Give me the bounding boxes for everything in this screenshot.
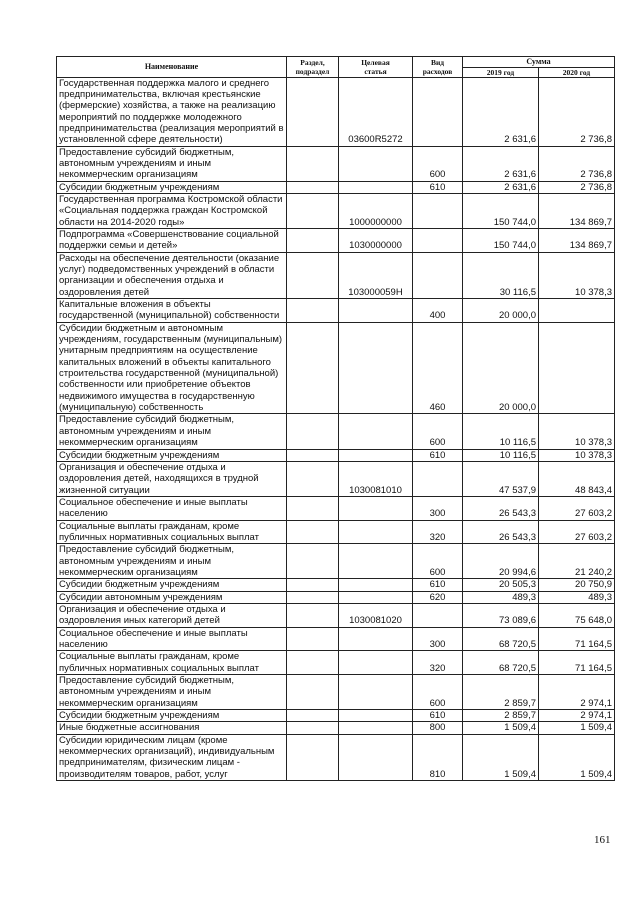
sum-2020-cell: 10 378,3 [539, 449, 615, 461]
sum-2019-cell: 2 631,6 [463, 181, 539, 193]
table-row [57, 722, 615, 734]
section-cell [287, 193, 339, 228]
section-cell [287, 496, 339, 520]
sum-2020-cell: 2 974,1 [539, 710, 615, 722]
type-cell: 620 [413, 591, 463, 603]
type-cell [413, 193, 463, 228]
target-cell [339, 710, 413, 722]
section-cell [287, 627, 339, 651]
target-cell [339, 544, 413, 579]
sum-2020-cell: 1 509,4 [539, 734, 615, 780]
sum-2019-cell: 20 505,3 [463, 579, 539, 591]
sum-2020-cell: 10 378,3 [539, 252, 615, 298]
header-target-line2: статья [364, 66, 387, 76]
section-cell [287, 181, 339, 193]
sum-2020-cell: 20 750,9 [539, 579, 615, 591]
header-section-line2: подраздел [295, 66, 330, 76]
table-row [57, 181, 615, 193]
type-cell [413, 461, 463, 496]
target-cell [339, 299, 413, 323]
sum-2020-cell: 48 843,4 [539, 461, 615, 496]
name-cell: Капитальные вложения в объекты государственной (муниципальной) собственности [57, 299, 287, 323]
name-cell: Субсидии автономным учреждениям [57, 591, 287, 603]
type-cell: 600 [413, 675, 463, 710]
table-row [57, 710, 615, 722]
header-name: Наименование [57, 57, 287, 78]
table-row [57, 228, 615, 252]
target-cell: 103000059Н [339, 252, 413, 298]
section-cell [287, 146, 339, 181]
section-cell [287, 228, 339, 252]
section-cell [287, 651, 339, 675]
table-row [57, 299, 615, 323]
header-section-line1: Раздел, [300, 57, 325, 67]
target-cell [339, 449, 413, 461]
table-row [57, 77, 615, 146]
header-type-line1: Вид [430, 57, 445, 67]
name-cell: Социальное обеспечение и иные выплаты населению [57, 627, 287, 651]
target-cell [339, 496, 413, 520]
target-cell [339, 627, 413, 651]
section-cell [287, 461, 339, 496]
sum-2020-cell: 2 736,8 [539, 77, 615, 146]
sum-2020-cell: 489,3 [539, 591, 615, 603]
name-cell: Расходы на обеспечение деятельности (оказание услуг) подведомственных учреждений в области организации и обеспечения отдыха и оздоровления детей [57, 252, 287, 298]
type-cell: 600 [413, 414, 463, 449]
table-row [57, 627, 615, 651]
sum-2019-cell: 150 744,0 [463, 228, 539, 252]
name-cell: Организация и обеспечение отдыха и оздоровления детей, находящихся в трудной жизненной ситуации [57, 461, 287, 496]
sum-2019-cell: 1 509,4 [463, 722, 539, 734]
sum-2019-cell: 2 859,7 [463, 675, 539, 710]
section-cell [287, 77, 339, 146]
type-cell: 610 [413, 579, 463, 591]
sum-2019-cell: 10 116,5 [463, 414, 539, 449]
target-cell [339, 579, 413, 591]
section-cell [287, 414, 339, 449]
name-cell: Субсидии бюджетным учреждениям [57, 579, 287, 591]
sum-2020-cell: 27 603,2 [539, 520, 615, 544]
name-cell: Организация и обеспечение отдыха и оздоровления иных категорий детей [57, 603, 287, 627]
sum-2020-cell: 1 509,4 [539, 722, 615, 734]
table-row [57, 496, 615, 520]
section-cell [287, 520, 339, 544]
sum-2020-cell: 2 974,1 [539, 675, 615, 710]
name-cell: Социальные выплаты гражданам, кроме публичных нормативных социальных выплат [57, 520, 287, 544]
sum-2020-cell: 134 869,7 [539, 193, 615, 228]
page-number: 161 [594, 834, 611, 846]
header-type [413, 57, 463, 78]
sum-2019-cell: 2 631,6 [463, 146, 539, 181]
sum-2019-cell: 150 744,0 [463, 193, 539, 228]
name-cell: Иные бюджетные ассигнования [57, 722, 287, 734]
header-year-2020: 2020 год [539, 67, 615, 77]
type-cell: 320 [413, 520, 463, 544]
table-row [57, 651, 615, 675]
target-cell: 1000000000 [339, 193, 413, 228]
target-cell: 03600R5272 [339, 77, 413, 146]
section-cell [287, 675, 339, 710]
sum-2019-cell: 68 720,5 [463, 627, 539, 651]
sum-2020-cell: 134 869,7 [539, 228, 615, 252]
header-type-line2: расходов [422, 66, 453, 76]
target-cell [339, 520, 413, 544]
sum-2019-cell: 10 116,5 [463, 449, 539, 461]
header-target-line1: Целевая [361, 57, 390, 67]
name-cell: Субсидии бюджетным учреждениям [57, 449, 287, 461]
sum-2020-cell: 2 736,8 [539, 146, 615, 181]
name-cell: Подпрограмма «Совершенствование социальной поддержки семьи и детей» [57, 228, 287, 252]
table-row [57, 449, 615, 461]
type-cell: 600 [413, 544, 463, 579]
table-row [57, 520, 615, 544]
table-row [57, 252, 615, 298]
section-cell [287, 722, 339, 734]
section-cell [287, 449, 339, 461]
target-cell [339, 734, 413, 780]
sum-2019-cell: 2 859,7 [463, 710, 539, 722]
type-cell: 610 [413, 181, 463, 193]
type-cell [413, 228, 463, 252]
name-cell: Социальное обеспечение и иные выплаты населению [57, 496, 287, 520]
target-cell [339, 181, 413, 193]
header-section [287, 57, 339, 78]
budget-table [56, 56, 615, 781]
sum-2020-cell: 21 240,2 [539, 544, 615, 579]
section-cell [287, 603, 339, 627]
name-cell: Субсидии бюджетным учреждениям [57, 181, 287, 193]
type-cell: 610 [413, 710, 463, 722]
name-cell: Предоставление субсидий бюджетным, автономным учреждениям и иным некоммерческим организациям [57, 414, 287, 449]
sum-2020-cell: 75 648,0 [539, 603, 615, 627]
target-cell [339, 322, 413, 414]
sum-2019-cell: 1 509,4 [463, 734, 539, 780]
name-cell: Предоставление субсидий бюджетным, автономным учреждениям и иным некоммерческим организациям [57, 675, 287, 710]
target-cell [339, 651, 413, 675]
name-cell: Предоставление субсидий бюджетным, автономным учреждениям и иным некоммерческим организациям [57, 544, 287, 579]
sum-2020-cell: 71 164,5 [539, 627, 615, 651]
name-cell: Государственная поддержка малого и среднего предпринимательства, включая крестьянские (фермерские) хозяйства, а также на реализацию мероприятий по поддержке молодежного предпринимательства (реализация мероприятий в установленной сфере деятельности) [57, 77, 287, 146]
sum-2020-cell: 2 736,8 [539, 181, 615, 193]
sum-2020-cell: 10 378,3 [539, 414, 615, 449]
name-cell: Субсидии бюджетным учреждениям [57, 710, 287, 722]
table-row [57, 579, 615, 591]
target-cell: 1030000000 [339, 228, 413, 252]
header-sum: Сумма [463, 57, 615, 68]
sum-2019-cell: 20 994,6 [463, 544, 539, 579]
sum-2019-cell: 20 000,0 [463, 299, 539, 323]
sum-2019-cell: 26 543,3 [463, 520, 539, 544]
target-cell: 1030081020 [339, 603, 413, 627]
target-cell [339, 591, 413, 603]
sum-2020-cell: 27 603,2 [539, 496, 615, 520]
section-cell [287, 544, 339, 579]
section-cell [287, 710, 339, 722]
table-row [57, 675, 615, 710]
table-row [57, 193, 615, 228]
table-row [57, 414, 615, 449]
table-row [57, 734, 615, 780]
sum-2020-cell: 71 164,5 [539, 651, 615, 675]
type-cell [413, 77, 463, 146]
section-cell [287, 322, 339, 414]
table-header [57, 57, 615, 78]
target-cell [339, 675, 413, 710]
table-row [57, 591, 615, 603]
sum-2019-cell: 73 089,6 [463, 603, 539, 627]
type-cell: 400 [413, 299, 463, 323]
type-cell [413, 252, 463, 298]
sum-2019-cell: 68 720,5 [463, 651, 539, 675]
section-cell [287, 299, 339, 323]
target-cell [339, 414, 413, 449]
section-cell [287, 591, 339, 603]
type-cell: 320 [413, 651, 463, 675]
target-cell [339, 146, 413, 181]
section-cell [287, 734, 339, 780]
table-body [57, 77, 615, 781]
type-cell: 600 [413, 146, 463, 181]
sum-2019-cell: 20 000,0 [463, 322, 539, 414]
section-cell [287, 579, 339, 591]
name-cell: Социальные выплаты гражданам, кроме публичных нормативных социальных выплат [57, 651, 287, 675]
type-cell [413, 603, 463, 627]
type-cell: 800 [413, 722, 463, 734]
name-cell: Государственная программа Костромской области «Социальная поддержка граждан Костромской области на 2014-2020 годы» [57, 193, 287, 228]
header-target [339, 57, 413, 78]
type-cell: 460 [413, 322, 463, 414]
table-row [57, 322, 615, 414]
type-cell: 610 [413, 449, 463, 461]
sum-2019-cell: 30 116,5 [463, 252, 539, 298]
type-cell: 300 [413, 627, 463, 651]
type-cell: 810 [413, 734, 463, 780]
name-cell: Субсидии бюджетным и автономным учреждениям, государственным (муниципальным) унитарным предприятиям на осуществление капитальных вложений в объекты капитального строительства государственной (муниципальной) собственности или приобретение объектов недвижимого имущества в государственную (муниципальную) собственность [57, 322, 287, 414]
sum-2019-cell: 26 543,3 [463, 496, 539, 520]
type-cell: 300 [413, 496, 463, 520]
section-cell [287, 252, 339, 298]
target-cell [339, 722, 413, 734]
name-cell: Предоставление субсидий бюджетным, автономным учреждениям и иным некоммерческим организациям [57, 146, 287, 181]
name-cell: Субсидии юридическим лицам (кроме некоммерческих организаций), индивидуальным предпринимателям, физическим лицам - производителям товаров, работ, услуг [57, 734, 287, 780]
table-row [57, 461, 615, 496]
sum-2020-cell [539, 322, 615, 414]
sum-2019-cell: 47 537,9 [463, 461, 539, 496]
sum-2019-cell: 2 631,6 [463, 77, 539, 146]
sum-2019-cell: 489,3 [463, 591, 539, 603]
target-cell: 1030081010 [339, 461, 413, 496]
sum-2020-cell [539, 299, 615, 323]
table-row [57, 146, 615, 181]
header-year-2019: 2019 год [463, 67, 539, 77]
table-row [57, 544, 615, 579]
table-row [57, 603, 615, 627]
